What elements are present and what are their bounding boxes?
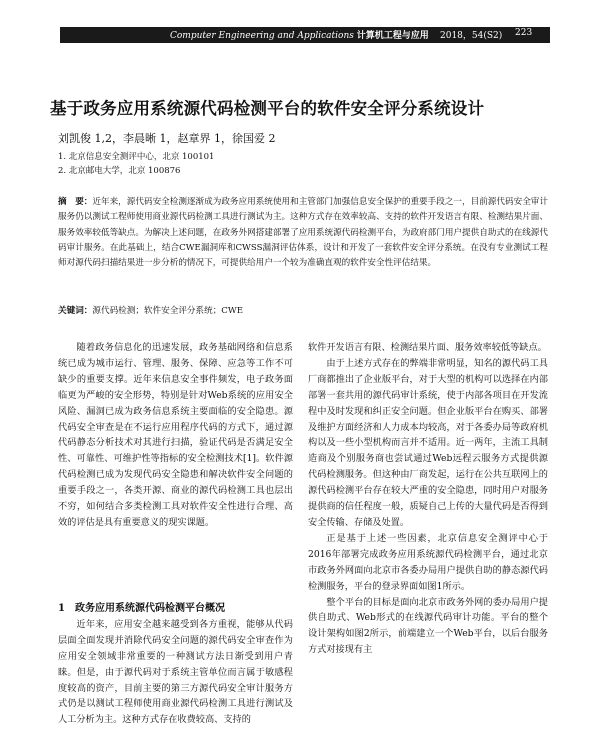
paper-title: 基于政务应用系统源代码检测平台的软件安全评分系统设计 — [50, 99, 485, 118]
intro-paragraph: 随着政务信息化的迅速发展，政务基础网络和信息系统已成为城市运行、管理、服务、保障、应急等工作不可缺少的重要支撑。近年来信息安全事件频发，电子政务面临更为严峻的安全形势，特别是针对Web系统的应用安全风险、漏洞已成为政务信息系统主要面临的安全隐患。源代码安全审查是在不运行应用程序代码的方式下，通过源代码静态分析技术对其进行扫描，验证代码是否满足安全性、可靠性、可维护性等指标的安全检测技术[1]。软件源代码检测已成为发现代码安全隐患和解决软件安全问题的重要手段之一，各类开源、商业的源代码检测工具也层出不穷，如何结合多类检测工具对软件安全性进行合理、高效的评估是具有重要意义的现实课题。 — [58, 342, 293, 528]
paragraph: 由于上述方式存在的弊端非常明显，知名的源代码工具厂商都推出了企业版平台，对于大型的机构可以选择在内部部署一套共用的源代码审计系统，使于内部各项目在开发流程中及时发现和纠正安全问题。但企业版平台在购买、部署及维护方面经济和人力成本均较高，对于各委办局等政府机构以及一些小型机构而言并不适用。近一两年，主流工具制造商及个别服务商也尝试通过Web远程云服务方式提供源代码检测服务。但这种由厂商发起，运行在公共互联网上的源代码检测平台存在较大严重的安全隐患，同时用户对服务提供商的信任程度一般，质疑自己上传的大量代码是否得到安全传输、存储及处置。 — [308, 357, 548, 528]
abstract — [58, 195, 548, 271]
paragraph: 整个平台的目标是面向北京市政务外网的委办局用户提供自助式、Web形式的在线源代码审计功能。平台的整个设计架构如图2所示，前端建立一个Web平台，以后台服务方式对接现有主 — [308, 596, 548, 656]
keywords-label: 关键词： — [58, 306, 93, 316]
affiliation-2: 2. 北京邮电大学，北京 100876 — [58, 166, 181, 176]
left-column — [58, 340, 293, 531]
paragraph-continued: 软件开发语言有限、检测结果片面、服务效率较低等缺点。 — [308, 342, 547, 353]
section-1-heading: 1 政务应用系统源代码检测平台概况 — [58, 603, 225, 614]
abstract-label: 摘 要： — [58, 197, 93, 207]
paragraph: 正是基于上述一些因素，北京信息安全测评中心于2016年部署完成政务应用系统源代码检测平台，通过北京市政务外网面向北京市各委办局用户提供自助的静态源代码检测服务，平台的登录界面如图1所示。 — [308, 532, 548, 592]
author-list: 刘凯俊 1,2，李晨晰 1，赵章界 1，徐国爱 2 — [58, 132, 276, 145]
page-number: 223 — [515, 28, 533, 38]
journal-header-bar — [60, 27, 550, 43]
left-column-section — [58, 601, 293, 728]
journal-name: Computer Engineering and Applications 计算机工程与应用 — [170, 31, 429, 41]
section-1-paragraph: 近年来，应用安全越来越受到各方重视，能够从代码层面全面发现并消除代码安全问题的源代码安全审查作为应用安全领域非常重要的一种测试方法日渐受到用户青睐。但是，由于源代码对于系统主管单位而言属于敏感程度较高的资产，目前主要的第三方源代码安全审计服务方式仍是以测试工程师使用商业源代码检测工具进行测试及人工分析为主。这种方式存在收费较高、支持的 — [58, 618, 293, 726]
journal-volume: 2018，54(S2) — [440, 31, 503, 41]
keywords — [58, 304, 548, 316]
affiliation-1: 1. 北京信息安全测评中心，北京 100101 — [58, 152, 215, 162]
abstract-text: 近年来，源代码安全检测逐渐成为政务应用系统使用和主管部门加强信息安全保护的重要手段之一，目前源代码安全审计服务仍以测试工程师使用商业源代码检测工具进行测试为主。这种方式存在效率较高、支持的软件开发语言有限、检测结果片面、服务效率较低等缺点。为解决上述问题，在政务外网搭建部署了应用系统源代码检测平台，为政府部门用户提供自助式的在线源代码审计服务。在此基础上，结合CWE漏洞库和CWSS漏洞评估体系，设计和开发了一套软件安全评分系统。在没有专业测试工程师对源代码扫描结果进一步分析的情况下，可提供给用户一个较为准确直观的软件安全性评估结果。 — [58, 197, 548, 269]
right-column — [308, 340, 548, 658]
keywords-text: 源代码检测；软件安全评分系统；CWE — [92, 306, 243, 316]
